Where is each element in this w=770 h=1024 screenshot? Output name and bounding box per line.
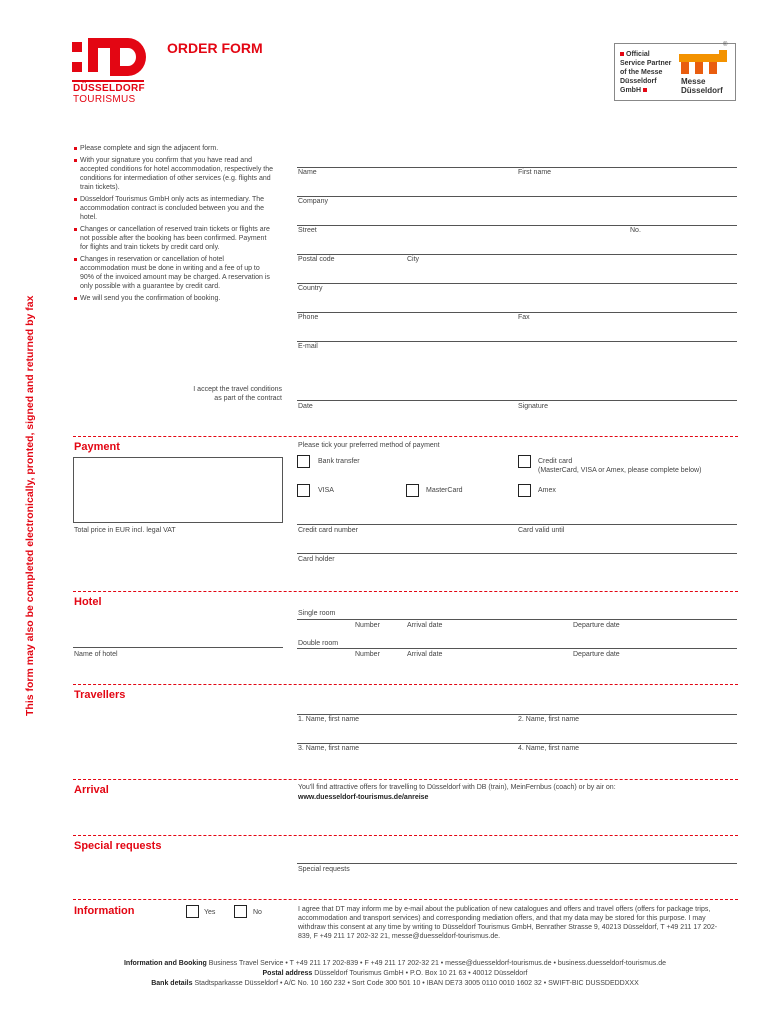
name-label: Name [298, 169, 317, 176]
bullet-item: Düsseldorf Tourismus GmbH only acts as intermediary. The accommodation contract is concluded between you and the hotel. [74, 195, 274, 222]
card-holder-label: Card holder [298, 556, 335, 563]
phone-fax-field[interactable] [297, 312, 737, 313]
info-yes-label: Yes [204, 909, 216, 916]
single-number-label: Number [355, 622, 380, 629]
fax-label: Fax [518, 314, 530, 321]
instruction-list [74, 144, 274, 306]
single-arrival-label: Arrival date [407, 622, 443, 629]
section-divider [73, 436, 738, 437]
section-divider [73, 779, 738, 780]
country-field[interactable] [297, 283, 737, 284]
side-text: This form may also be completed electronically, pronted, signed and returned by fax [24, 295, 36, 716]
partner-text: Official Service Partner of the Messe Düsseldorf GmbH [620, 51, 672, 94]
special-requests-title: Special requests [74, 840, 162, 852]
consent-text: I agree that DT may inform me by e-mail about the publication of new catalogues and offers and travel offers (offers for package trips, accommodation and transport services) and corresponding mediation offers, and that my data may be stored for this purpose. I may withdraw this consent at any time by writing to Düsseldorf Tourismus GmbH, Benrather Strasse 9, 40213 Düsseldorf, T +49 211 17 202-839, F +49 211 17 202-32 21, messe@duesseldorf-tourismus.de. [298, 906, 718, 940]
traveller-1-label: 1. Name, first name [298, 716, 360, 723]
street-field[interactable] [297, 225, 737, 226]
company-field[interactable] [297, 196, 737, 197]
footer-bank: Bank details Stadtsparkasse Düsseldorf • A/C No. 10 160 232 • Sort Code 300 501 10 • IBAN DE73 3005 0110 0010 1602 32 • SWIFT-BIC DUSSDEDDXXX [151, 980, 639, 987]
section-divider [73, 835, 738, 836]
bullet-item: With your signature you confirm that you have read and accepted conditions for hotel accommodation, respectively the conditions for intermediation of other services (e.g. flights and train tickets). [74, 156, 274, 192]
hotel-name-field[interactable] [73, 647, 283, 648]
payment-instruction: Please tick your preferred method of payment [298, 442, 440, 449]
street-label: Street [298, 227, 317, 234]
info-no-checkbox[interactable] [234, 905, 247, 918]
double-departure-label: Departure date [573, 651, 620, 658]
date-signature-field[interactable] [297, 400, 737, 401]
visa-label: VISA [318, 487, 334, 494]
credit-card-label: Credit card (MasterCard, VISA or Amex, please complete below) [538, 458, 702, 474]
arrival-link[interactable]: www.duesseldorf-tourismus.de/anreise [298, 794, 429, 801]
card-holder-field[interactable] [297, 553, 737, 554]
no-label: No. [630, 227, 641, 234]
information-title: Information [74, 905, 135, 917]
country-label: Country [298, 285, 323, 292]
bullet-item: Changes in reservation or cancellation of hotel accommodation must be done in writing and a fee of up to 90% of the invoiced amount may be charged. A reservation is only possible with a guarantee by credit card. [74, 255, 274, 291]
info-no-label: No [253, 909, 262, 916]
section-divider [73, 684, 738, 685]
arrival-title: Arrival [74, 784, 109, 796]
company-label: Company [298, 198, 328, 205]
mastercard-label: MasterCard [426, 487, 463, 494]
name-field[interactable] [297, 167, 737, 168]
logo-line2: TOURISMUS [73, 94, 136, 105]
payment-title: Payment [74, 441, 120, 453]
dt-logo-mark [72, 38, 158, 76]
phone-label: Phone [298, 314, 319, 321]
traveller-1-2-field[interactable] [297, 714, 737, 715]
accept-terms-text: I accept the travel conditions as part of the contract [193, 386, 282, 402]
partner-box [614, 43, 736, 101]
registered-icon: ® [723, 42, 728, 48]
traveller-3-4-field[interactable] [297, 743, 737, 744]
hotel-title: Hotel [74, 596, 102, 608]
bank-transfer-label: Bank transfer [318, 458, 360, 465]
total-price-label: Total price in EUR incl. legal VAT [74, 527, 176, 534]
credit-card-checkbox[interactable] [518, 455, 531, 468]
footer-postal: Postal address Düsseldorf Tourismus GmbH • P.O. Box 10 21 63 • 40012 Düsseldorf [262, 970, 528, 977]
double-room-field[interactable] [297, 648, 737, 649]
bank-transfer-checkbox[interactable] [297, 455, 310, 468]
first-name-label: First name [518, 169, 552, 176]
postal-code-label: Postal code [298, 256, 335, 263]
traveller-3-label: 3. Name, first name [298, 745, 360, 752]
arrival-text: You'll find attractive offers for travelling to Düsseldorf with DB (train), MeinFernbus (coach) or by air on: [298, 784, 616, 791]
postal-city-field[interactable] [297, 254, 737, 255]
bullet-item: We will send you the confirmation of booking. [74, 294, 274, 303]
date-label: Date [298, 403, 313, 410]
total-price-box[interactable] [73, 457, 283, 523]
signature-label: Signature [518, 403, 548, 410]
traveller-2-label: 2. Name, first name [518, 716, 580, 723]
special-requests-label: Special requests [298, 866, 350, 873]
page-title: ORDER FORM [167, 40, 263, 56]
logo-rule [72, 80, 144, 82]
traveller-4-label: 4. Name, first name [518, 745, 580, 752]
special-requests-field[interactable] [297, 863, 737, 864]
city-label: City [407, 256, 420, 263]
double-room-label: Double room [298, 640, 339, 647]
double-arrival-label: Arrival date [407, 651, 443, 658]
messe-logo-icon [679, 50, 729, 74]
visa-checkbox[interactable] [297, 484, 310, 497]
hotel-name-label: Name of hotel [74, 651, 118, 658]
travellers-title: Travellers [74, 689, 126, 701]
mastercard-checkbox[interactable] [406, 484, 419, 497]
messe-text: Messe Düsseldorf [681, 77, 723, 95]
single-room-label: Single room [298, 610, 336, 617]
email-field[interactable] [297, 341, 737, 342]
logo-line1: DÜSSELDORF [73, 83, 145, 94]
bullet-item: Please complete and sign the adjacent form. [74, 144, 274, 153]
bullet-item: Changes or cancellation of reserved train tickets or flights are not possible after the booking has been confirmed. Payment for flights and train tickets by credit card only. [74, 225, 274, 252]
email-label: E-mail [298, 343, 318, 350]
footer-booking: Information and Booking Business Travel Service • T +49 211 17 202-839 • F +49 211 17 202-32 21 • messe@duesseldorf-tourismus.de • business.duesseldorf-tourismus.de [123, 960, 667, 967]
section-divider [73, 899, 738, 900]
amex-label: Amex [538, 487, 556, 494]
double-number-label: Number [355, 651, 380, 658]
amex-checkbox[interactable] [518, 484, 531, 497]
card-number-field[interactable] [297, 524, 737, 525]
single-departure-label: Departure date [573, 622, 620, 629]
section-divider [73, 591, 738, 592]
info-yes-checkbox[interactable] [186, 905, 199, 918]
single-room-field[interactable] [297, 619, 737, 620]
card-valid-label: Card valid until [518, 527, 565, 534]
card-number-label: Credit card number [298, 527, 358, 534]
